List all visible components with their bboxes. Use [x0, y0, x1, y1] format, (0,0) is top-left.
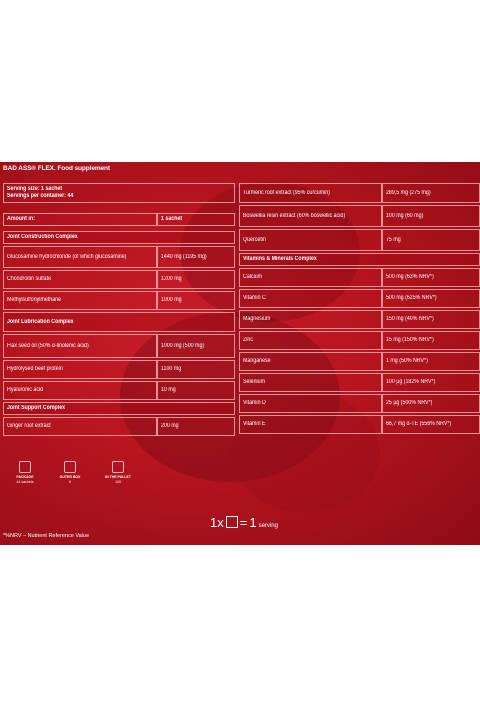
cell-text: Boswellia resin extract (60% boswellic acid): [243, 212, 346, 219]
nutrient-amount: [157, 291, 235, 310]
cell-text: Hydrolysed beef protein: [7, 366, 63, 373]
nutrient-amount: [157, 334, 235, 358]
nutrient-name: [239, 268, 382, 287]
nutrient-name: [239, 394, 382, 413]
cell-text: Zinc: [243, 337, 253, 344]
cell-text: 1440 mg (1195 mg): [161, 253, 207, 260]
nutrient-amount: [157, 270, 235, 289]
nutrient-amount: [382, 205, 480, 227]
nutrient-amount: [382, 352, 480, 371]
cell-text: 500 mg (625% NRV*): [386, 295, 437, 302]
serving-count: 1: [249, 515, 257, 530]
nutrient-name: [239, 373, 382, 392]
amount-column-header: 1 sachet: [157, 213, 235, 226]
nutrient-amount: [157, 381, 235, 400]
cell-text: 1 mg (50% NRV*): [386, 358, 428, 365]
cell-text: Joint Lubrication Complex: [7, 318, 74, 325]
cell-text: Magnesium: [243, 316, 271, 323]
nutrient-amount: [157, 417, 235, 436]
cell-text: 75 mg: [386, 236, 401, 243]
cell-text: Ginger root extract: [7, 423, 51, 430]
nrv-footnote: *%NRV – Nutrient Reference Value: [3, 533, 90, 539]
cell-text: Flax seed oil (50% α-linolenic acid): [7, 342, 89, 349]
nutrient-name: [239, 331, 382, 350]
cell-text: Joint Support Complex: [7, 405, 66, 412]
package-label: PACKAGE: [16, 475, 34, 479]
pallet-label: IN THE PALLET: [105, 475, 131, 479]
cell-text: Glucosamine hydrochloride (of which glucosamine): [7, 253, 127, 260]
cell-text: 10 mg: [161, 387, 176, 394]
equals-sign: =: [239, 515, 248, 530]
cell-text: 150 mg (40% NRV*): [386, 316, 434, 323]
outer-box-value: 6: [69, 480, 71, 484]
cell-text: Chondroitin sulfate: [7, 276, 52, 283]
serving-size: Serving size: 1 sachet: [7, 186, 63, 193]
nutrient-amount: [382, 183, 480, 203]
nutrient-name: [3, 246, 157, 268]
cell-text: Vitamins & Minerals Complex: [243, 256, 317, 263]
nutrient-amount: [382, 268, 480, 287]
product-title: BAD ASS® FLEX. Food supplement: [3, 165, 110, 172]
supplement-facts-panel: [0, 162, 480, 545]
section-header: [3, 231, 235, 244]
cell-text: 25 µg (500% NRV*): [386, 400, 433, 407]
cell-text: 289,5 mg (275 mg): [386, 189, 431, 196]
sachet-icon: [226, 516, 238, 528]
serving-equation: [210, 515, 278, 530]
cell-text: 1100 mg: [161, 366, 182, 373]
cell-text: 15 mg (150% NRV*): [386, 337, 434, 344]
cell-text: Hyaluronic acid: [7, 387, 44, 394]
serving-info: [3, 183, 235, 203]
section-header: [3, 312, 235, 332]
cell-text: 500 mg (63% NRV*): [386, 274, 434, 281]
nutrient-name: [239, 310, 382, 329]
cell-text: Vitamin E: [243, 421, 266, 428]
outer-box-label: OUTER BOX: [59, 475, 81, 479]
nutrient-name: [239, 229, 382, 251]
nutrient-name: [239, 352, 382, 371]
nutrient-amount: [382, 373, 480, 392]
nutrient-amount: [382, 331, 480, 350]
pallet-value: 120: [115, 480, 121, 484]
nutrient-name: [239, 205, 382, 227]
cell-text: Methylsulfonylmethane: [7, 297, 62, 304]
cell-text: 1000 mg (500 mg): [161, 342, 205, 349]
section-header: [239, 253, 480, 266]
nutrient-amount: [157, 360, 235, 379]
serving-multiplier: 1x: [210, 515, 224, 530]
nutrient-amount: [382, 229, 480, 251]
nutrient-amount: [382, 289, 480, 308]
cell-text: Joint Construction Complex: [7, 234, 78, 241]
nutrient-amount: [382, 310, 480, 329]
cell-text: 100 mg (60 mg): [386, 212, 424, 219]
cell-text: 66,7 mg α-TE (556% NRV*): [386, 421, 452, 428]
serving-unit: serving: [258, 523, 278, 529]
nutrient-name: [3, 381, 157, 400]
nutrient-name: [239, 415, 382, 434]
servings-per-container: Servings per container: 44: [7, 193, 74, 199]
nutrient-name: [3, 291, 157, 310]
cell-text: Calcium: [243, 274, 263, 281]
pallet-icon: [112, 461, 124, 473]
package-value: 44 sachets: [16, 480, 34, 484]
nutrient-name: [3, 360, 157, 379]
nutrient-name: [3, 417, 157, 436]
nutrient-amount: [382, 415, 480, 434]
nutrient-name: [3, 334, 157, 358]
nutrient-amount: [382, 394, 480, 413]
section-header: [3, 402, 235, 415]
cell-text: 100 µg (182% NRV*): [386, 379, 436, 386]
cell-text: Turmeric root extract (95% curcumin): [243, 189, 330, 196]
nutrient-amount: [157, 246, 235, 268]
sachet-icon: [19, 461, 31, 473]
nutrient-name: [239, 289, 382, 308]
nutrient-name: [3, 270, 157, 289]
box-icon: [64, 461, 76, 473]
cell-text: Selenium: [243, 379, 266, 386]
cell-text: 1200 mg: [161, 276, 182, 283]
cell-text: Vitamin C: [243, 295, 266, 302]
cell-text: 1000 mg: [161, 297, 182, 304]
cell-text: Quercetin: [243, 236, 266, 243]
nutrient-name: [239, 183, 382, 203]
amount-header: Amount in:: [3, 213, 157, 226]
cell-text: Vitamin D: [243, 400, 266, 407]
cell-text: Manganese: [243, 358, 271, 365]
cell-text: 200 mg: [161, 423, 179, 430]
